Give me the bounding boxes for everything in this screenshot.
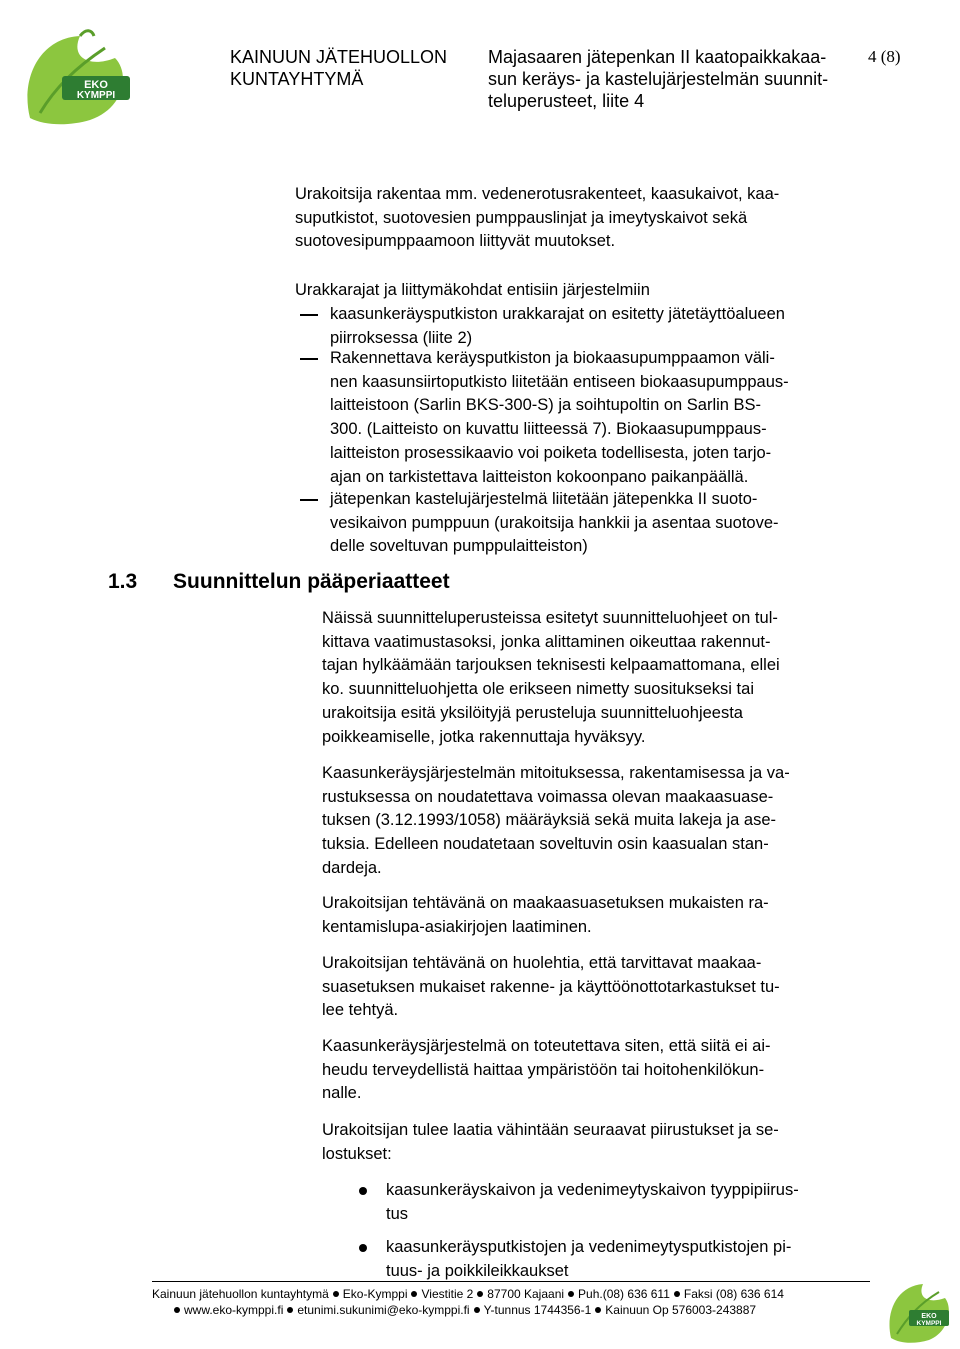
eko-kymppi-footer-logo — [885, 1278, 953, 1344]
separator-dot — [287, 1307, 293, 1313]
text-line: Urakoitsijan tehtävänä on huolehtia, että tarvittavat maakaa- — [322, 954, 762, 972]
text-line: jätepenkan kastelujärjestelmä liitetään jätepenkka II suoto- — [330, 490, 758, 508]
dash-marker — [300, 314, 318, 316]
title-line: Majasaaren jätepenkan II kaatopaikkakaa- — [488, 47, 827, 67]
text-line: urakoitsija esitä yksilöityjä perusteluja suunnitteluohjeesta — [322, 703, 743, 722]
text-line: suputkistot, suotovesien pumppauslinjat ja imeytyskaivot sekä — [295, 208, 748, 227]
footer-org: Kainuun jätehuollon kuntayhtymä — [152, 1287, 329, 1301]
svg-text:EKO: EKO — [921, 1313, 937, 1320]
org-line-2: KUNTAYHTYMÄ — [230, 69, 364, 89]
organization-name — [230, 46, 447, 90]
section-title: Suunnittelun pääperiaatteet — [173, 570, 450, 593]
text-line: 300. (Laitteisto on kuvattu liitteessä 7). Biokaasupumppaus- — [330, 420, 767, 439]
section-number: 1.3 — [108, 570, 138, 593]
separator-dot — [174, 1307, 180, 1313]
text-line: Urakoitsijan tehtävänä on maakaasuasetuksen mukaisten ra- — [322, 894, 769, 912]
text-line: nen kaasunsiirtoputkisto liitetään entiseen biokaasupumppaus- — [330, 372, 789, 391]
footer-line-2 — [170, 1302, 756, 1318]
text-line: tuksia. Edelleen noudatetaan soveltuvin osin kaasualan stan- — [322, 835, 769, 854]
separator-dot — [595, 1307, 601, 1313]
limits-heading: Urakkarajat ja liittymäkohdat entisiin järjestelmiin — [295, 281, 650, 299]
text-line: Kaasunkeräysjärjestelmän mitoituksessa, rakentamisessa ja va- — [322, 764, 790, 782]
dash-marker — [300, 358, 318, 360]
intro-paragraph — [295, 183, 865, 254]
text-line: delle soveltuvan pumppulaitteiston) — [330, 537, 588, 556]
text-line: suasetuksen mukaiset rakenne- ja käyttöönottotarkastukset tu- — [322, 977, 780, 996]
footer-business-id: Y-tunnus 1744356-1 — [483, 1303, 592, 1317]
text-line: Rakennettava keräysputkiston ja biokaasupumppaamon väli- — [330, 349, 775, 367]
text-line: ko. suunnitteluohjetta ole erikseen nimetty suositukseksi tai — [322, 680, 754, 699]
bullet-marker — [359, 1244, 367, 1252]
org-line-1: KAINUUN JÄTEHUOLLON — [230, 47, 448, 67]
text-line: ajan on tarkistettava laitteiston kokoonpano paikanpäällä. — [330, 467, 749, 486]
separator-dot — [411, 1291, 417, 1297]
text-line: kaasunkeräysputkistojen ja vedenimeytysputkistojen pi- — [386, 1238, 792, 1256]
svg-text:KYMPPI: KYMPPI — [916, 1320, 942, 1327]
section-heading — [108, 570, 450, 594]
footer-website[interactable]: www.eko-kymppi.fi — [184, 1303, 284, 1317]
text-line: tuksen (3.12.1993/1058) määräyksiä sekä muita lakeja ja ase- — [322, 811, 776, 830]
dash-marker — [300, 499, 318, 501]
text-line: tus — [386, 1204, 409, 1223]
footer-brand: Eko-Kymppi — [342, 1287, 408, 1301]
footer-phone: Puh.(08) 636 611 — [578, 1287, 670, 1301]
text-line: Urakoitsijan tulee laatia vähintään seuraavat piirustukset ja se- — [322, 1121, 779, 1139]
dash-list-item — [330, 303, 870, 350]
separator-dot — [674, 1291, 680, 1297]
footer-street: Viestitie 2 — [421, 1287, 474, 1301]
title-line: teluperusteet, liite 4 — [488, 91, 645, 111]
text-line: Näissä suunnitteluperusteissa esitetyt suunnitteluohjeet on tul- — [322, 609, 778, 627]
text-line: laitteistoon (Sarlin BKS-300-S) ja soihtupoltin on Sarlin BS- — [330, 396, 762, 415]
footer-fax: Faksi (08) 636 614 — [683, 1287, 784, 1301]
dash-list-item — [330, 347, 870, 489]
paragraph — [322, 1119, 870, 1166]
svg-text:KYMPPI: KYMPPI — [76, 90, 116, 101]
text-line: tuus- ja poikkileikkaukset — [386, 1261, 569, 1280]
eko-kymppi-logo — [20, 28, 145, 128]
footer-city: 87700 Kajaani — [487, 1287, 565, 1301]
text-line: suotovesipumppaamoon liittyvät muutokset. — [295, 232, 616, 251]
paragraph — [322, 607, 870, 749]
text-line: lee tehtyä. — [322, 1001, 399, 1020]
logo-text: EKO — [84, 79, 108, 91]
separator-dot — [568, 1291, 574, 1297]
bullet-list-item — [386, 1236, 866, 1283]
paragraph — [322, 1035, 870, 1106]
paragraph — [322, 762, 870, 881]
text-line: Urakoitsija rakentaa mm. vedenerotusrakenteet, kaasukaivot, kaa- — [295, 185, 780, 203]
text-line: tajan hylkäämään tarjouksen teknisesti kelpaamattomana, ellei — [322, 656, 780, 675]
paragraph — [322, 892, 870, 939]
text-line: dardeja. — [322, 858, 382, 877]
footer-divider — [152, 1281, 870, 1282]
text-line: kittava vaatimustasoksi, jonka alittaminen oikeuttaa rakennut- — [322, 632, 771, 651]
separator-dot — [333, 1291, 339, 1297]
text-line: nalle. — [322, 1084, 362, 1103]
text-line: heudu terveydellistä haittaa ympäristöön tai hoitohenkilökun- — [322, 1060, 765, 1079]
text-line: lostukset: — [322, 1144, 392, 1163]
text-line: rustuksessa on noudatettava voimassa olevan maakaasuase- — [322, 787, 774, 806]
paragraph — [322, 952, 870, 1023]
footer-email[interactable]: etunimi.sukunimi@eko-kymppi.fi — [297, 1303, 470, 1317]
text-line: Kaasunkeräysjärjestelmä on toteutettava siten, että siitä ei ai- — [322, 1037, 771, 1055]
text-line: poikkeamiselle, jotka rakennuttaja hyväksyy. — [322, 727, 646, 746]
bullet-list-item — [386, 1179, 866, 1226]
text-line: kaasunkeräysputkiston urakkarajat on esitetty jätetäyttöalueen — [330, 305, 785, 323]
document-title — [488, 46, 828, 112]
dash-list-item — [330, 488, 870, 559]
text-line: kentamislupa-asiakirjojen laatiminen. — [322, 917, 592, 936]
page-number: 4 (8) — [868, 47, 901, 66]
footer-line-1 — [152, 1286, 784, 1302]
text-line: vesikaivon pumppuun (urakoitsija hankkii ja asentaa suotove- — [330, 513, 779, 532]
text-line: kaasunkeräyskaivon ja vedenimeytyskaivon tyyppipiirus- — [386, 1181, 799, 1199]
separator-dot — [477, 1291, 483, 1297]
footer-bank-account: Kainuun Op 576003-243887 — [605, 1303, 757, 1317]
bullet-marker — [359, 1187, 367, 1195]
text-line: laitteiston prosessikaavio voi poiketa todellisesta, joten tarjo- — [330, 443, 772, 462]
text-line: piirroksessa (liite 2) — [330, 328, 473, 347]
separator-dot — [474, 1307, 480, 1313]
title-line: sun keräys- ja kastelujärjestelmän suunnit- — [488, 69, 829, 89]
